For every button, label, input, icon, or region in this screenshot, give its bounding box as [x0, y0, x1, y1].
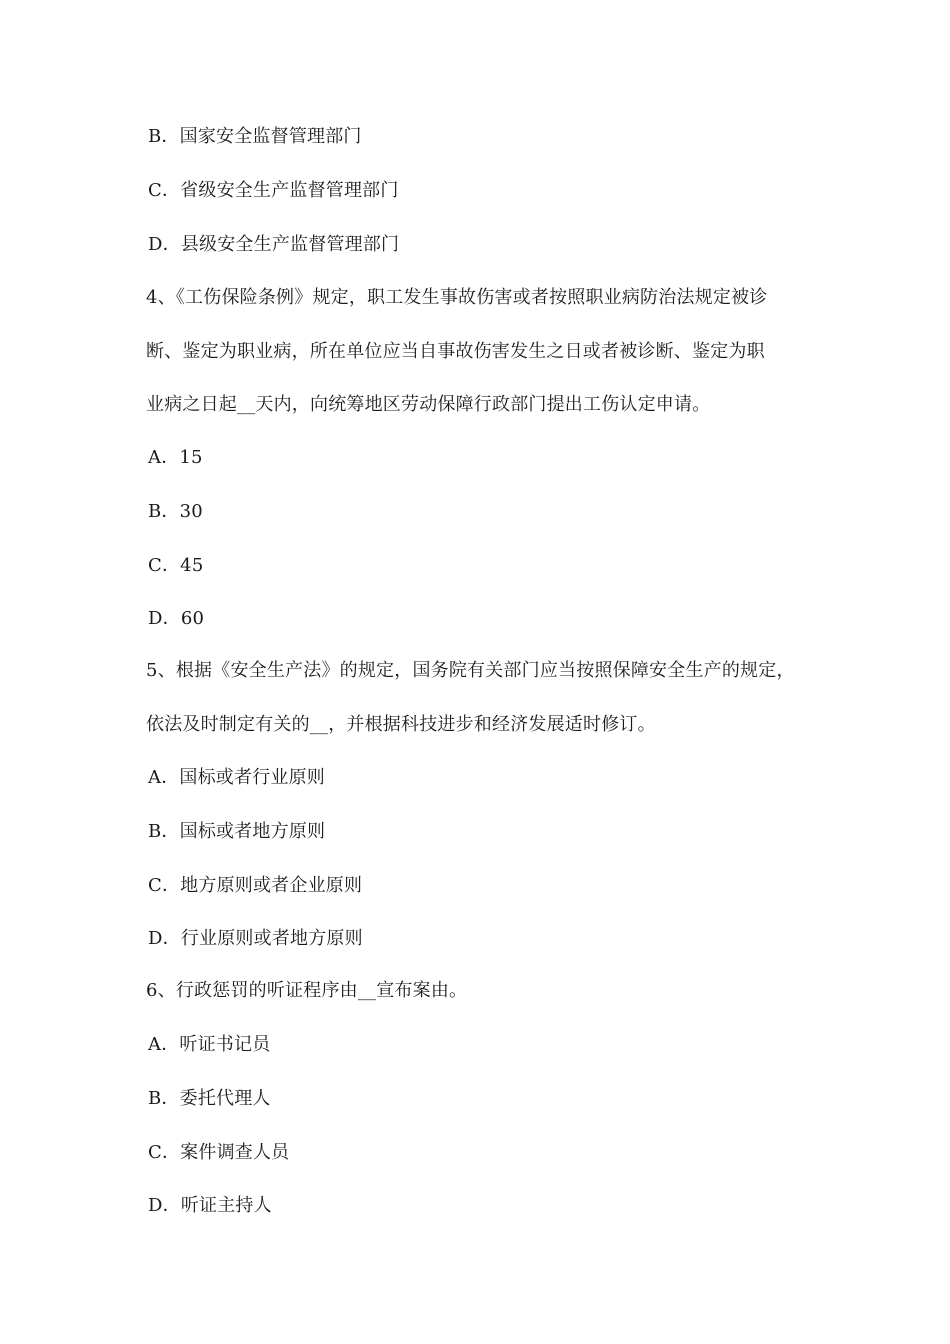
q5-option-b: B．国标或者地方原则	[148, 821, 326, 842]
q4-option-d: D．60	[148, 608, 205, 629]
q4-question-line-3: 业病之日起__天内，向统筹地区劳动保障行政部门提出工伤认定申请。	[146, 394, 711, 415]
q5-question-line-2: 依法及时制定有关的__，并根据科技进步和经济发展适时修订。	[146, 714, 656, 735]
q6-option-a: A．听证书记员	[148, 1034, 271, 1055]
q6-option-b: B．委托代理人	[148, 1088, 271, 1109]
q4-question-line-1: 4、《工伤保险条例》规定，职工发生事故伤害或者按照职业病防治法规定被诊	[146, 287, 768, 308]
q3-option-d: D．县级安全生产监督管理部门	[148, 234, 400, 255]
q4-option-c: C．45	[148, 555, 204, 576]
q5-option-a: A．国标或者行业原则	[148, 767, 325, 788]
q3-option-b: B．国家安全监督管理部门	[148, 126, 362, 147]
q4-question-line-2: 断、鉴定为职业病，所在单位应当自事故伤害发生之日或者被诊断、鉴定为职	[146, 341, 765, 362]
q5-question-line-1: 5、根据《安全生产法》的规定，国务院有关部门应当按照保障安全生产的规定，	[146, 660, 795, 681]
q3-option-c: C．省级安全生产监督管理部门	[148, 180, 399, 201]
q6-option-c: C．案件调查人员	[148, 1142, 290, 1163]
q5-option-d: D．行业原则或者地方原则	[148, 928, 363, 949]
q5-option-c: C．地方原则或者企业原则	[148, 875, 363, 896]
q6-question-line-1: 6、行政惩罚的听证程序由__宣布案由。	[146, 980, 468, 1001]
q4-option-b: B．30	[148, 501, 203, 522]
q4-option-a: A．15	[148, 447, 203, 468]
q6-option-d: D．听证主持人	[148, 1195, 272, 1216]
